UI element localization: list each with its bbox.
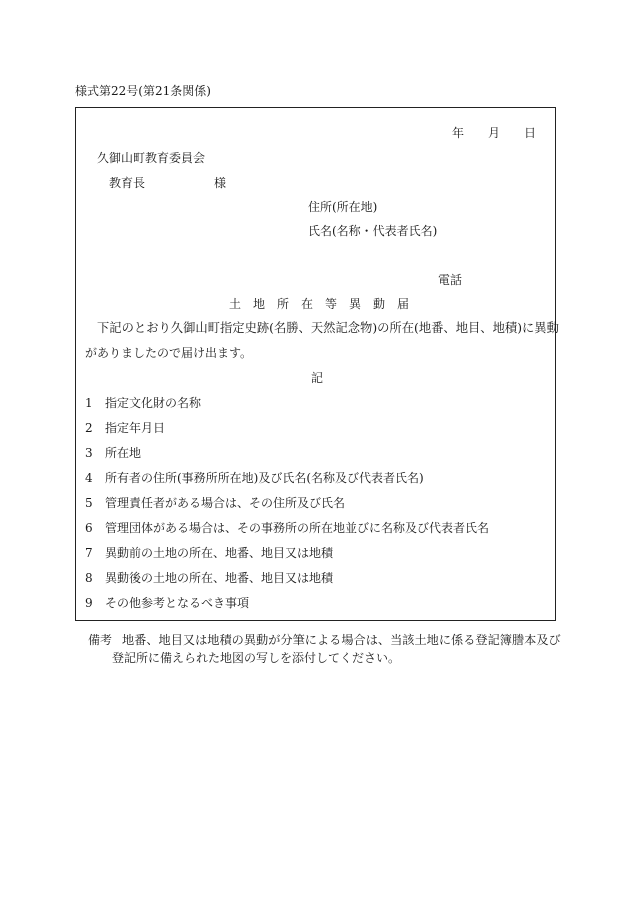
name-label: 氏名(名称・代表者氏名): [308, 224, 438, 238]
item-number: 1: [85, 396, 93, 410]
body-line-2: がありましたので届け出ます。: [85, 346, 253, 360]
body-line-1: 下記のとおり久御山町指定史跡(名勝、天然記念物)の所在(地番、地目、地積)に異動: [97, 321, 559, 335]
ki-heading: 記: [311, 371, 324, 385]
note-label: 備考: [88, 633, 113, 647]
item-number: 5: [85, 496, 93, 510]
form-frame: [75, 107, 556, 621]
form-number: 様式第22号(第21条関係): [75, 84, 211, 98]
item-text: 管理責任者がある場合は、その住所及び氏名: [105, 496, 346, 510]
document-title: 土地所在等異動届: [229, 297, 422, 311]
date-year: 年: [452, 126, 465, 140]
addressee-honorific: 様: [214, 176, 227, 190]
note-line-1: 地番、地目又は地積の異動が分筆による場合は、当該土地に係る登記簿謄本及び: [122, 633, 561, 647]
date-month: 月: [488, 126, 501, 140]
addressee-title: 教育長: [109, 176, 146, 190]
phone-label: 電話: [438, 273, 463, 287]
item-text: 管理団体がある場合は、その事務所の所在地並びに名称及び代表者氏名: [105, 521, 490, 535]
date-day: 日: [524, 126, 537, 140]
item-text: 所在地: [105, 446, 142, 460]
note-line-2: 登記所に備えられた地図の写しを添付してください。: [112, 651, 401, 665]
item-text: 指定年月日: [105, 421, 166, 435]
item-text: その他参考となるべき事項: [105, 596, 250, 610]
item-number: 9: [85, 596, 93, 610]
item-number: 3: [85, 446, 93, 460]
item-text: 異動前の土地の所在、地番、地目又は地積: [105, 546, 334, 560]
item-text: 所有者の住所(事務所所在地)及び氏名(名称及び代表者氏名): [105, 471, 424, 485]
item-number: 4: [85, 471, 93, 485]
item-number: 6: [85, 521, 93, 535]
item-text: 指定文化財の名称: [105, 396, 202, 410]
item-number: 7: [85, 546, 93, 560]
addressee-org: 久御山町教育委員会: [97, 151, 206, 165]
item-text: 異動後の土地の所在、地番、地目又は地積: [105, 571, 334, 585]
address-label: 住所(所在地): [308, 200, 378, 214]
item-number: 2: [85, 421, 93, 435]
item-number: 8: [85, 571, 93, 585]
